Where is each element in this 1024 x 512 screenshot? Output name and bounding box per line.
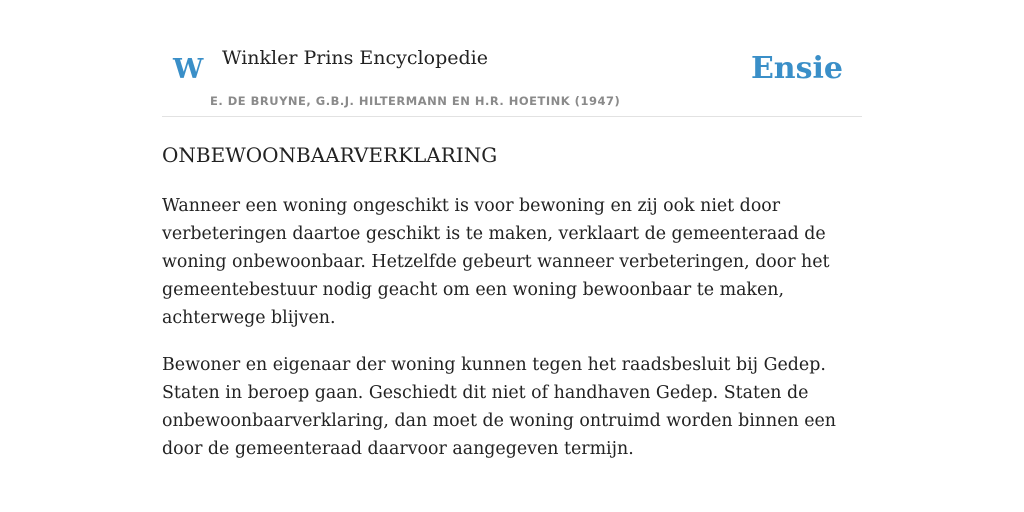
ensie-logo-link[interactable]: Ensie [750, 51, 843, 86]
entry-title: ONBEWOONBAARVERKLARING [162, 143, 498, 167]
source-logo[interactable]: W [173, 54, 204, 85]
paragraph: Bewoner en eigenaar der woning kunnen tegen het raadsbesluit bij Gedep. Staten in beroep gaan. Geschiedt dit niet of handhaven Gedep. Staten de onbewoonbaarverklaring, dan moet de woning ontruimd worden binnen een door de gemeenteraad daarvoor aangegeven termijn. [162, 355, 836, 459]
entry-body [162, 192, 862, 482]
page [162, 0, 862, 512]
paragraph: Wanneer een woning ongeschikt is voor bewoning en zij ook niet door verbeteringen daartoe geschikt is te maken, verklaart de gemeenteraad de woning onbewoonbaar. Hetzelfde gebeurt wanneer verbeteringen, door het gemeentebestuur nodig geacht om een woning bewoonbaar te maken, achterwege blijven. [162, 196, 830, 328]
source-header [162, 0, 862, 117]
source-authors: E. DE BRUYNE, G.B.J. HILTERMANN EN H.R. HOETINK (1947) [210, 94, 621, 108]
source-title[interactable]: Winkler Prins Encyclopedie [222, 47, 488, 69]
